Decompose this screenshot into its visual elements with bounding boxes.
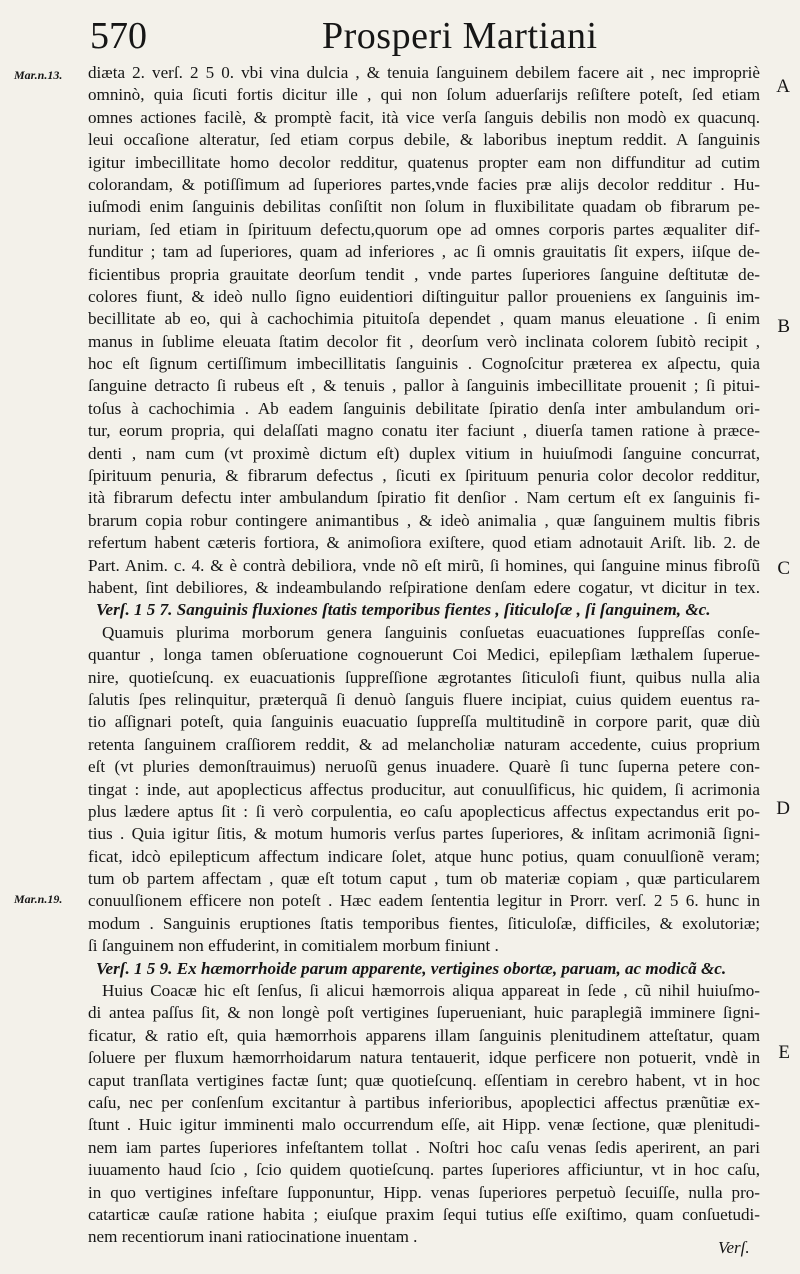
margin-note: Mar.n.13.: [14, 68, 63, 82]
text-line: igitur imbecillitate homo decolor redditur, quatenus propter eam non diffunditur ad cutim: [88, 152, 760, 172]
text-line: denti , nam cum (vt proximè dictum eſt) duplex vitium in huiuſmodi ſanguine concurrat,: [88, 443, 760, 463]
text-line: omninò, quia ſicuti fortis dicitur ille , qui non ſolum aduerſarijs reſiſtere poteſt, ſed etiam: [88, 85, 760, 105]
text-line: becillitate ab eo, qui à cachochimia pituitoſa dependet , quam manus eleuatione . ſi enim: [88, 309, 760, 329]
text-line: ficatur, & ratio eſt, quia hæmorrhois apparens illam ſanguinis plenitudinem atteſtatur, quam: [88, 1025, 760, 1045]
verse-heading: Verſ. 1 5 9. Ex hæmorrhoide parum apparente, vertigines obortæ, paruam, ac modicã &c.: [96, 958, 727, 978]
margin-letter: A: [776, 76, 790, 97]
text-line: in quo vertigines infeſtare ſupponuntur, Hipp. venas ſuperiores perpetuò ſecuiſſe, nulla pro-: [88, 1182, 760, 1202]
verse-heading: Verſ. 1 5 7. Sanguinis fluxiones ſtatis temporibus fientes , ſiticuloſæ , ſi ſanguinem, &c.: [96, 600, 711, 620]
text-line: tio aſſignari poteſt, quia ſanguinis euacuatio ſuppreſſa multitudinẽ in corpore parit, quæ diù: [88, 712, 760, 732]
text-line: quantur , longa tamen obſeruatione cognouerunt Coi Medici, epilepſiam læthalem ſuperue-: [88, 645, 760, 665]
text-line: iuſmodi enim ſanguinis debilitas conſiſtit non ſolum in fluxibilitate quadam ob fibrarum pe-: [88, 197, 760, 217]
text-line: tum ob partem affectam , quæ eſt totum caput , tum ob materiæ copiam , quæ particularem: [88, 869, 760, 889]
text-line: catarticæ cauſæ ratione habita ; eiuſque praxim ſequi tutius eſſe exiſtimo, quam conſuetudi-: [88, 1204, 760, 1224]
text-line: manus in ſublime eleuata ſtatim decolor fit , deorſum verò inclinata colorem ſubitò recipit ,: [88, 331, 760, 351]
text-line: ficientibus propria grauitate deorſum tendit , vnde partes ſuperiores ſanguine deſtitutæ de-: [88, 264, 760, 284]
text-line: toſus à cachochimia . Ab eadem ſanguinis debilitate ſpiratio denſa inter ambulandum ori-: [88, 398, 760, 418]
text-line: iuuamento haud ſcio , ſcio quidem quotieſcunq. partes ſuperiores afficiuntur, vt in hoc caſu,: [88, 1160, 760, 1180]
text-line: ſtunt . Huic igitur imminenti malo occurrendum eſſe, ait Hipp. venæ ſectione, quæ plenitudi-: [88, 1115, 760, 1135]
text-line: caſu, nec per conſenſum excitantur à partibus inferioribus, apoplectici affectus prænũtiæ ex-: [88, 1092, 760, 1112]
margin-note: Mar.n.19.: [14, 892, 63, 906]
catchword: Verſ.: [718, 1238, 750, 1257]
text-line: funditur ; tam ad ſuperiores, quam ad inferiores , ac ſi omnis grauitatis ſit expers, iiſque de-: [88, 242, 760, 262]
margin-letter: C: [777, 558, 790, 579]
text-line: ſi ſanguinem non effuderint, in comitialem morbum finiunt .: [88, 936, 499, 956]
text-line: diæta 2. verſ. 2 5 0. vbi vina dulcia , & tenuia ſanguinem debilem facere ait , nec impropriè: [88, 63, 760, 82]
text-line: plus lædere aptus ſit : ſi verò corpulentia, eo caſu apoplecticus affectus expectandus erit po-: [88, 801, 760, 821]
page-header: [0, 14, 800, 58]
page-number: 570: [90, 15, 147, 57]
text-line: colorandam, & potiſſimum ad ſuperiores partes,vnde facies præ alijs decolor redditur . Hu-: [88, 174, 760, 194]
text-line: ſanguine detracto ſi rubeus eſt , & tenuis , pallor à ſanguinis imbecillitate prouenit ; ſi pitui-: [88, 376, 760, 396]
text-line: retenta ſanguinem craſſiorem reddit, & ad melancholiæ naturam accedente, cuius proprium: [88, 734, 760, 754]
text-line: ità fibrarum defectu inter ambulandum ſpiratio fit denſior . Nam certum eſt ex ſanguinis fi-: [88, 488, 760, 508]
text-line: ſpirituum penuria, & fibrarum defectus , ſicuti ex ſpirituum penuria color decolor redditur,: [88, 466, 760, 486]
text-line: refertum habent cæteris fortiora, & animoſiora exiſtere, quod etiam adnotauit Ariſt. lib. 2. de: [88, 533, 760, 553]
text-line: omnes actiones facilè, & promptè facit, ità vice verſa ſanguis debilis non modò ex quacunq.: [88, 107, 760, 127]
text-line: habent, ſint debiliores, & indeambulando reſpiratione denſam edere cogatur, vt dicitur in tex.: [88, 577, 760, 597]
text-line: Huius Coacæ hic eſt ſenſus, ſi alicui hæmorrois aliqua appareat in ſede , cũ nihil huiuſmo-: [102, 981, 760, 1001]
text-line: modum . Sanguinis eruptiones ſtatis temporibus fientes, ſiticuloſæ, difficiles, & exolutoriæ;: [88, 913, 760, 933]
text-line: tur, eorum propria, qui delaſſati magno conatu iter faciunt , diuerſa tamen ratione à præce-: [88, 421, 760, 441]
text-line: di antea paſſus ſit, & non longè poſt vertigines ſuperueniant, huic paraplegiã imminere ſigni-: [88, 1003, 760, 1023]
text-line: nem iam partes ſuperiores infeſtantem tollat . Noſtri hoc caſu venas ſedis aperirent, an pari: [88, 1137, 760, 1157]
text-line: tius . Quia igitur ſitis, & motum humoris verſus partes ſuperiores, & inſitam acrimoniã ſigni-: [88, 824, 760, 844]
text-line: leui occaſione alteratur, ſed etiam corpus debile, & laboribus ineptum reddit. A ſanguinis: [88, 130, 760, 150]
text-line: ficat, idcò epilepticum affectum indicare ſolet, atque hunc potius, quam conuulſionẽ veram;: [88, 846, 760, 866]
text-line: tingat : inde, aut apoplecticus affectus producitur, aut conuulſificus, hic quidem, ſi acrimonia: [88, 779, 760, 799]
text-line: hoc eſt ſignum certiſſimum imbecillitatis ſanguinis . Cognoſcitur præterea ex aſpectu, quia: [88, 354, 760, 374]
margin-letter: E: [778, 1042, 790, 1063]
text-line: ſalutis ſpes relinquitur, præterquã ſi denuò ſanguis fluere incipiat, cuius quidem euentus ra-: [88, 689, 760, 709]
body-text: [88, 62, 760, 1249]
text-line: conuulſionem efficere non poteſt . Hæc eadem ſententia legitur in Prorr. verſ. 2 5 6. hunc in: [88, 891, 760, 911]
text-line: brarum copia robur contingere animantibus , & ideò animalia , quæ ſanguinem multis fibris: [88, 510, 760, 530]
text-line: caput tranſlata vertigines factæ ſunt; quæ quotieſcunq. eſſentiam in cerebro habent, vt in hoc: [88, 1070, 760, 1090]
text-line: eſt (vt pluries demonſtrauimus) neruoſũ genus inuadere. Quarè ſi tunc ſuperna petere con-: [88, 757, 760, 777]
text-line: Quamuis plurima morborum genera ſanguinis conſuetas euacuationes ſuppreſſas conſe-: [102, 622, 760, 642]
running-title: Prosperi Martiani: [322, 15, 598, 57]
margin-letter: B: [777, 316, 790, 337]
text-line: colores fiunt, & ideò nullo ſigno euidentiori diſtinguitur pallor proueniens ex ſanguinis im-: [88, 286, 760, 306]
margin-letter: D: [776, 798, 790, 819]
text-line: nire, quotieſcunq. ex euacuationis ſuppreſſione ægrotantes ſiticuloſi fiunt, quibus nulla alia: [88, 667, 760, 687]
text-line: nem recentiorum inani ratiocinatione inuentam .: [88, 1227, 418, 1247]
text-line: nuriam, ſed etiam in ſpirituum defectu,quorum ope ad omnes corporis partes æqualiter dif-: [88, 219, 760, 239]
text-line: ſoluere per fluxum hæmorrhoidarum natura tentauerit, idque perficere non potuerit, vndè in: [88, 1048, 760, 1068]
text-line: Part. Anim. c. 4. & è contrà debiliora, vnde nõ eſt mirũ, ſi homines, qui ſanguine minus fibroſũ: [88, 555, 760, 575]
